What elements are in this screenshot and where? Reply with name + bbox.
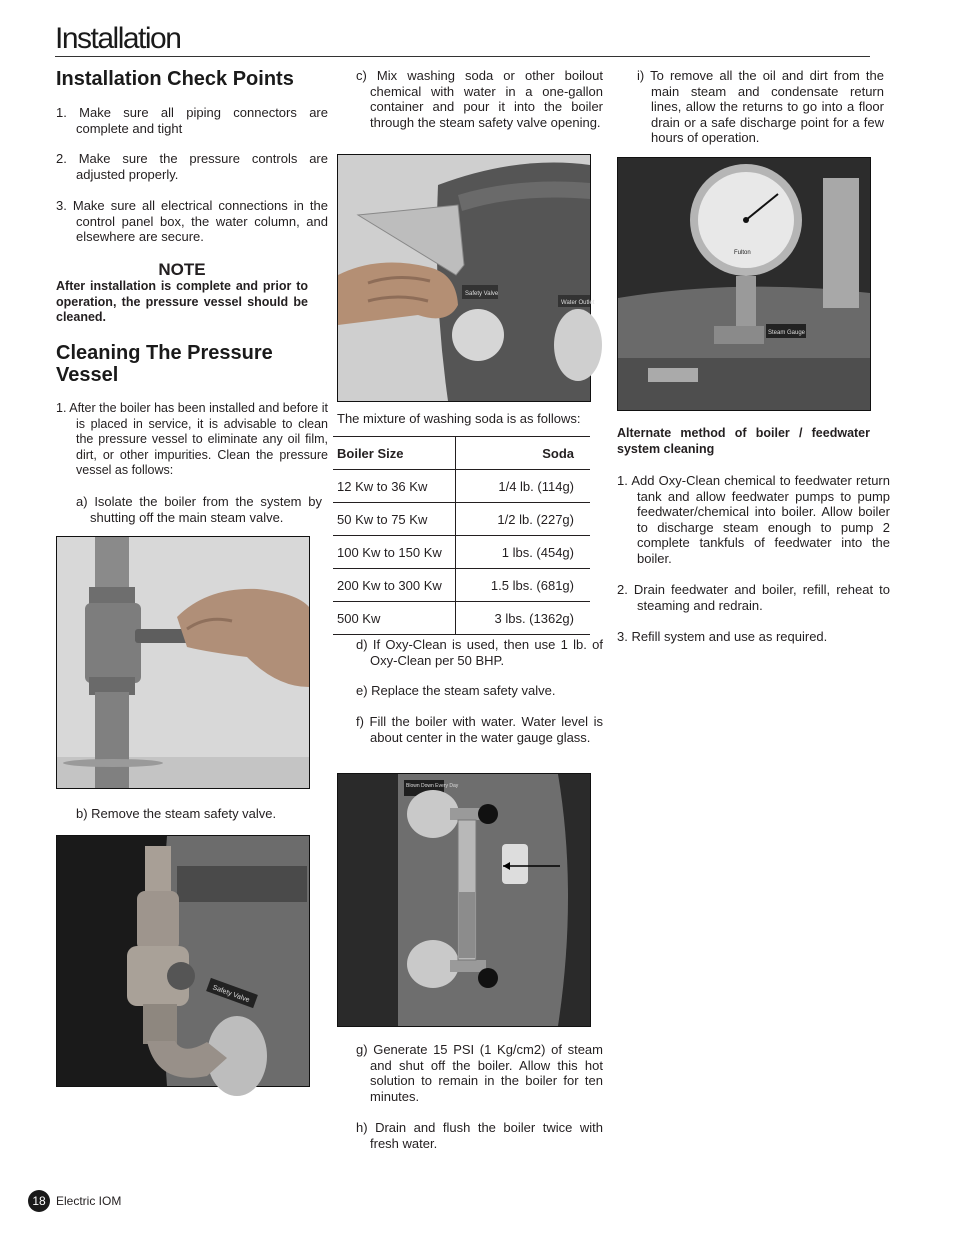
step-h: h) Drain and flush the boiler twice with fresh water. bbox=[356, 1120, 603, 1151]
photo-funnel-pour bbox=[337, 154, 595, 402]
table-cell-size: 200 Kw to 300 Kw bbox=[333, 569, 456, 602]
step-a: a) Isolate the boiler from the system by shutting off the main steam valve. bbox=[76, 494, 322, 525]
table-cell-size: 100 Kw to 150 Kw bbox=[333, 536, 456, 569]
page-number: 18 bbox=[28, 1190, 50, 1212]
check-point-2: 2. Make sure the pressure controls are adjusted properly. bbox=[56, 151, 328, 182]
step-e: e) Replace the steam safety valve. bbox=[356, 683, 556, 698]
step-d: d) If Oxy-Clean is used, then use 1 lb. of Oxy-Clean per 50 BHP. bbox=[356, 637, 603, 668]
table-cell-soda: 1/2 lb. (227g) bbox=[456, 503, 591, 536]
alt-item-2: 2. Drain feedwater and boiler, refill, reheat to steaming and redrain. bbox=[617, 582, 890, 613]
step-b: b) Remove the steam safety valve. bbox=[76, 806, 277, 821]
water-outlet-label: Water Outlet bbox=[561, 300, 595, 306]
alternate-method-title: Alternate method of boiler / feedwater system cleaning bbox=[617, 426, 870, 456]
table-cell-soda: 1.5 lbs. (681g) bbox=[456, 569, 591, 602]
step-i: i) To remove all the oil and dirt from the main steam and condensate return lines, allow the returns to go into a floor drain or a safe discharge point for a few hours of operation. bbox=[637, 68, 884, 146]
photo-water-gauge-glass bbox=[337, 773, 591, 1027]
table-cell-size: 12 Kw to 36 Kw bbox=[333, 470, 456, 503]
safety-valve-label: Safety Valve bbox=[211, 984, 251, 1005]
note-title: NOTE bbox=[158, 260, 206, 279]
table-cell-soda: 1 lbs. (454g) bbox=[456, 536, 591, 569]
table-cell-soda: 1/4 lb. (114g) bbox=[456, 470, 591, 503]
gauge-brand-label: Fulton bbox=[734, 250, 751, 256]
page-title: Installation bbox=[55, 22, 181, 55]
table-row bbox=[333, 569, 590, 602]
table-header-boiler-size: Boiler Size bbox=[333, 437, 456, 470]
alt-item-3: 3. Refill system and use as required. bbox=[617, 629, 828, 644]
check-point-3: 3. Make sure all electrical connections in the control panel box, the water column, and elsewhere are secure. bbox=[56, 198, 328, 245]
step-c: c) Mix washing soda or other boilout chemical with water in a one-gallon container and pour it into the boiler through the steam safety valve opening. bbox=[356, 68, 603, 130]
table-header-soda: Soda bbox=[456, 437, 591, 470]
table-caption: The mixture of washing soda is as follows: bbox=[337, 411, 581, 426]
steam-gauge-label: Steam Gauge bbox=[768, 330, 806, 336]
table-header-row bbox=[333, 437, 590, 470]
blow-down-label: Blown Down Every Day bbox=[406, 783, 459, 789]
step-f: f) Fill the boiler with water. Water level is about center in the water gauge glass. bbox=[356, 714, 603, 745]
table-row bbox=[333, 602, 590, 635]
section-title-cleaning: Cleaning The Pressure Vessel bbox=[56, 342, 273, 386]
check-point-1: 1. Make sure all piping connectors are complete and tight bbox=[56, 105, 328, 136]
table-cell-size: 500 Kw bbox=[333, 602, 456, 635]
soda-table bbox=[333, 436, 590, 635]
safety-valve-label: Safety Valve bbox=[465, 291, 499, 297]
table-row bbox=[333, 470, 590, 503]
note-text: After installation is complete and prior to operation, the pressure vessel should be cleaned. bbox=[56, 279, 308, 325]
photo-safety-valve bbox=[56, 835, 310, 1087]
table-cell-size: 50 Kw to 75 Kw bbox=[333, 503, 456, 536]
photo-main-steam-valve bbox=[56, 536, 310, 789]
cleaning-item-1: 1. After the boiler has been installed and before it is placed in service, it is advisable to clean the pressure vessel to eliminate any oil film, dirt, or other impurities. Clean the pressure vessel as follows: bbox=[56, 401, 328, 478]
section-title-check-points: Installation Check Points bbox=[56, 68, 294, 90]
alt-item-1: 1. Add Oxy-Clean chemical to feedwater return tank and allow feedwater pumps to pump feedwater/chemical into boiler. Allow boiler to discharge steam enough to pump 2 complete tankfuls of feedwater into the boiler. bbox=[617, 473, 890, 566]
title-divider bbox=[55, 56, 870, 57]
step-g: g) Generate 15 PSI (1 Kg/cm2) of steam and shut off the boiler. Allow this hot solution to remain in the boiler for ten minutes. bbox=[356, 1042, 603, 1104]
table-row bbox=[333, 536, 590, 569]
photo-steam-gauge bbox=[617, 157, 871, 411]
table-cell-soda: 3 lbs. (1362g) bbox=[456, 602, 591, 635]
footer-doc-name: Electric IOM bbox=[56, 1194, 122, 1208]
table-row bbox=[333, 503, 590, 536]
